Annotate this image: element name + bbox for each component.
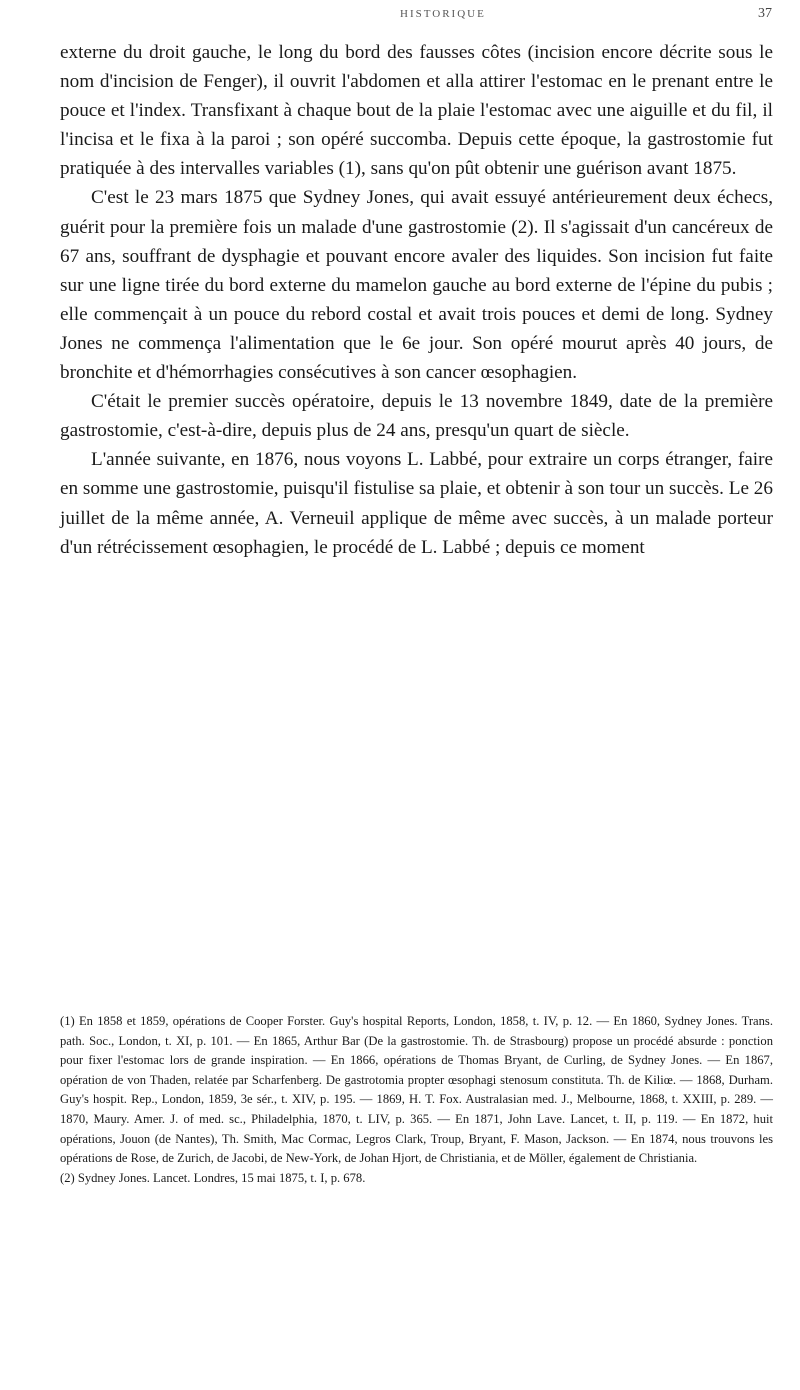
footnotes bbox=[60, 1012, 773, 1188]
paragraph-1: externe du droit gauche, le long du bord des fausses côtes (incision encore décrite sous le nom d'incision de Fenger), il ouvrit l'abdomen et alla attirer l'estomac en le prenant entre le pouce et l'index. Transfixant à chaque bout de la plaie l'estomac avec une aiguille et du fil, il l'incisa et le fixa à la paroi ; son opéré succomba. Depuis cette époque, la gastrostomie fut pratiquée à des intervalles variables (1), sans qu'on pût obtenir une guérison avant 1875. bbox=[60, 42, 773, 180]
paragraph-4: L'année suivante, en 1876, nous voyons L. Labbé, pour extraire un corps étranger, faire en somme une gastrostomie, puisqu'il fistulise sa plaie, et obtenir à son tour un succès. Le 26 juillet de la même année, A. Verneuil applique de même avec succès, à un malade porteur d'un rétrécissement œsophagien, le procédé de L. Labbé ; depuis ce moment bbox=[60, 449, 773, 558]
body-text bbox=[60, 38, 773, 562]
paragraph-2: C'est le 23 mars 1875 que Sydney Jones, qui avait essuyé antérieurement deux échecs, guérit pour la première fois un malade d'une gastrostomie (2). Il s'agissait d'un cancéreux de 67 ans, souffrant de dysphagie et pouvant encore avaler des liquides. Son incision fut faite sur une ligne tirée du bord externe du mamelon gauche au bord externe de l'épine du pubis ; elle commençait à un pouce du rebord costal et avait trois pouces et demi de long. Sydney Jones ne commença l'alimentation que le 6e jour. Son opéré mourut après 40 jours, de bronchite et d'hémorrhagies consécutives à son cancer œsophagien. bbox=[60, 187, 773, 384]
page-header bbox=[0, 4, 800, 30]
footnote-1: (1) En 1858 et 1859, opérations de Cooper Forster. Guy's hospital Reports, London, 1858, t. IV, p. 12. — En 1860, Sydney Jones. Trans. path. Soc., London, t. XI, p. 101. — En 1865, Arthur Bar (De la gastrostomie. Th. de Strasbourg) propose un procédé absurde : ponction pour fixer l'estomac lors de grande inspiration. — En 1866, opérations de Thomas Bryant, de Curling, de Sydney Jones. — En 1867, opération de von Thaden, relatée par Scharfenberg. De gastrotomia propter œsophagi stenosum constituta. Th. de Kiliœ. — 1868, Durham. Guy's hospit. Rep., London, 1859, 3e sér., t. XIV, p. 195. — 1869, H. T. Fox. Australasian med. J., Melbourne, 1868, t. XXIII, p. 289. — 1870, Maury. Amer. J. of med. sc., Philadelphia, 1870, t. LIV, p. 365. — En 1871, John Lave. Lancet, t. II, p. 119. — En 1872, huit opérations, Jouon (de Nantes), Th. Smith, Mac Cormac, Legros Clark, Troup, Bryant, F. Mason, Jackson. — En 1874, nous trouvons les opérations de Rose, de Zurich, de Jacobi, de New-York, de Johan Hjort, de Christiania, et de Möller, également de Christiania. bbox=[60, 1014, 773, 1166]
footnote-2: (2) Sydney Jones. Lancet. Londres, 15 mai 1875, t. I, p. 678. bbox=[60, 1170, 366, 1185]
running-head: HISTORIQUE bbox=[400, 8, 486, 20]
page-number: 37 bbox=[758, 6, 772, 21]
paragraph-3: C'était le premier succès opératoire, depuis le 13 novembre 1849, date de la première gastrostomie, c'est-à-dire, depuis plus de 24 ans, presqu'un quart de siècle. bbox=[60, 391, 773, 442]
